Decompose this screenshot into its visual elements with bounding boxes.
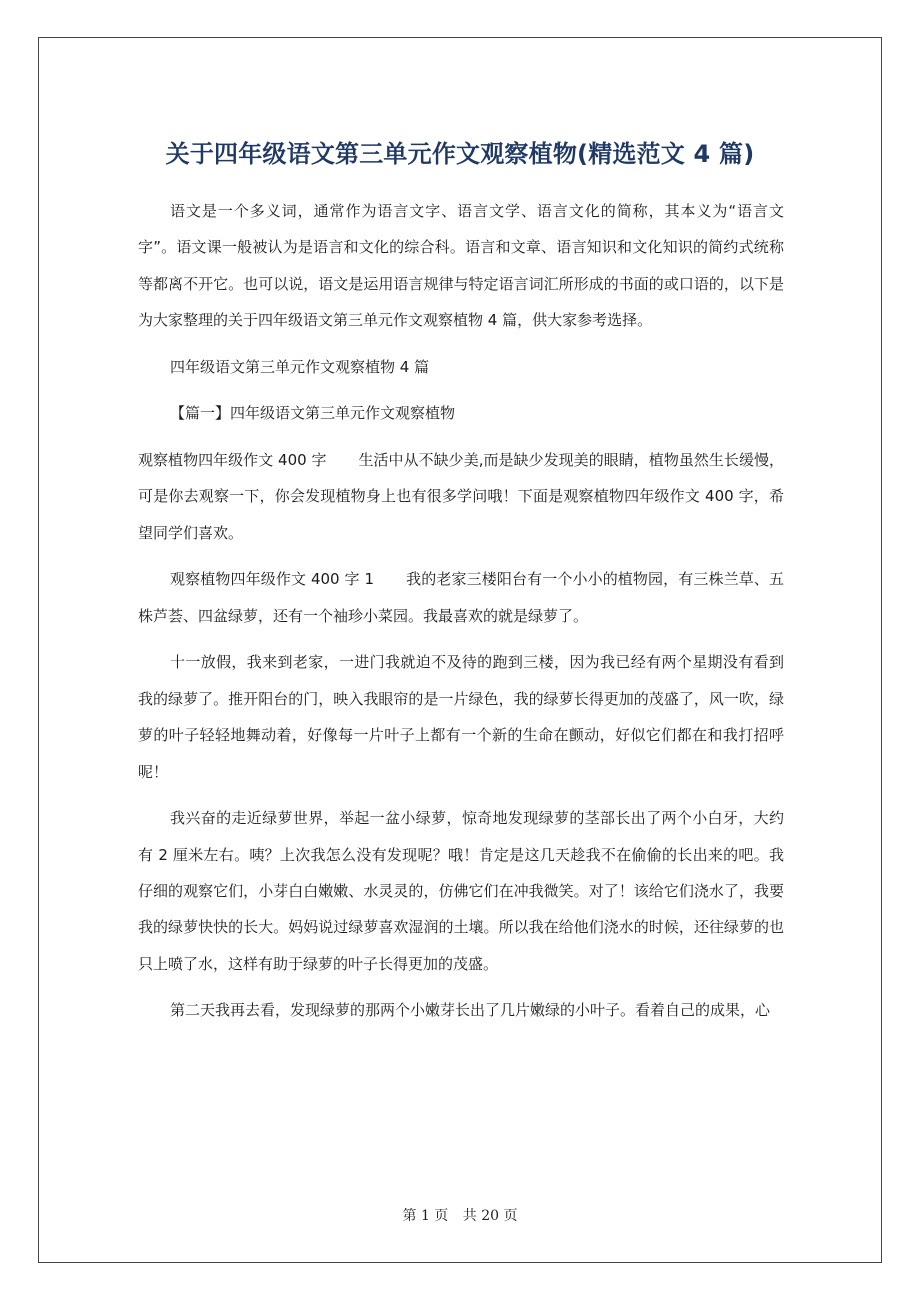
- page-total: 共 20 页: [462, 1208, 518, 1224]
- paragraph-subtitle: 四年级语文第三单元作文观察植物 4 篇: [170, 357, 430, 376]
- paragraph-essay-intro: [138, 442, 784, 551]
- essay-1-text: 我的老家三楼阳台有一个小小的植物园，有三株兰草、五株芦荟、四盆绿萝，还有一个袖珍小菜园。我最喜欢的就是绿萝了。: [138, 570, 784, 625]
- paragraph-holiday: 十一放假，我来到老家，一进门我就迫不及待的跑到三楼，因为我已经有两个星期没有看到我的绿萝了。推开阳台的门，映入我眼帘的是一片绿色，我的绿萝长得更加的茂盛了，风一吹，绿萝的叶子轻轻地舞动着，好像每一片叶子上都有一个新的生命在颤动，好似它们都在和我打招呼呢！: [138, 653, 784, 781]
- paragraph-observation: 我兴奋的走近绿萝世界，举起一盆小绿萝，惊奇地发现绿萝的茎部长出了两个小白牙，大约有 2 厘米左右。咦？上次我怎么没有发现呢？哦！肯定是这几天趁我不在偷偷的长出来的吧。我仔细的观察它们，小芽白白嫩嫩、水灵灵的，仿佛它们在冲我微笑。对了！该给它们浇水了，我要我的绿萝快快的长大。妈妈说过绿萝喜欢湿润的土壤。所以我在给他们浇水的时候，还往绿萝的也只上喷了水，这样有助于绿萝的叶子长得更加的茂盛。: [138, 809, 784, 973]
- section-heading-1: 【篇一】四年级语文第三单元作文观察植物: [170, 404, 456, 423]
- page-number: 第 1 页: [402, 1208, 449, 1224]
- page-footer: [38, 1205, 882, 1225]
- essay-heading: 观察植物四年级作文 400 字: [138, 451, 327, 469]
- essay-intro-text: 生活中从不缺少美,而是缺少发现美的眼睛，植物虽然生长缓慢，可是你去观察一下，你会发现植物身上也有很多学问哦！下面是观察植物四年级作文 400 字，希望同学们喜欢。: [138, 451, 784, 542]
- paragraph-next-day: 第二天我再去看，发现绿萝的那两个小嫩芽长出了几片嫩绿的小叶子。看着自己的成果，心: [170, 1001, 771, 1020]
- document-body: [138, 193, 784, 1039]
- paragraph-essay-1-start: [138, 561, 784, 634]
- document-title: 关于四年级语文第三单元作文观察植物(精选范文 4 篇): [165, 140, 755, 169]
- paragraph-intro: 语文是一个多义词，通常作为语言文字、语言文学、语言文化的简称，其本义为“语言文字”。语文课一般被认为是语言和文化的综合科。语言和文章、语言知识和文化知识的简约式统称等都离不开它。也可以说，语文是运用语言规律与特定语言词汇所形成的书面的或口语的，以下是为大家整理的关于四年级语文第三单元作文观察植物 4 篇，供大家参考选择。: [138, 202, 784, 330]
- essay-1-heading: 观察植物四年级作文 400 字 1: [170, 570, 375, 589]
